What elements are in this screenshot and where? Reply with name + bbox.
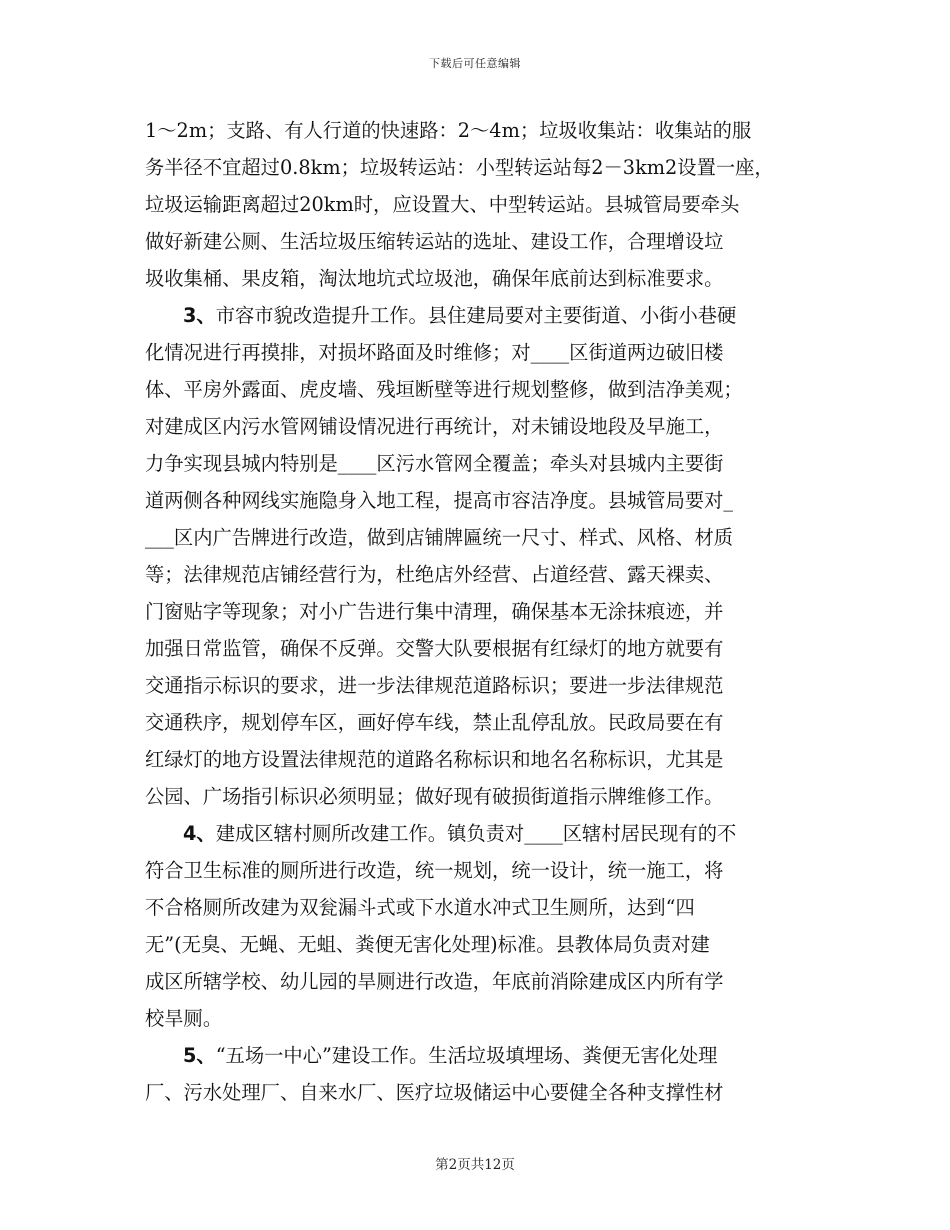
body-line: 门窗贴字等现象；对小广告进行集中清理，确保基本无涂抹痕迹，并 [145,600,724,623]
body-line: 加强日常监管，确保不反弹。交警大队要根据有红绿灯的地方就要有 [145,637,724,660]
body-line: 化情况进行再摸排，对损坏路面及时维修；对____区街道两边破旧楼 [145,341,724,364]
page-footer-page-number: 第2页共12页 [435,1157,515,1173]
body-line: 红绿灯的地方设置法律规范的道路名称标识和地名名称标识，尤其是 [145,748,724,771]
body-line: 做好新建公厕、生活垃圾压缩转运站的选址、建设工作，合理增设垃 [145,230,724,253]
section-4-first-line [145,815,813,852]
body-line: 符合卫生标准的厕所进行改造，统一规划，统一设计，统一施工，将 [145,859,724,882]
body-line: 成区所辖学校、幼儿园的旱厕进行改造，年底前消除建成区内所有学 [145,970,724,993]
body-line: 圾收集桶、果皮箱，淘汰地坑式垃圾池，确保年底前达到标准要求。 [145,267,724,290]
body-line-text: 市容市貌改造提升工作。县住建局要对主要街道、小街小巷硬 [215,304,737,327]
document-body [145,112,813,1111]
body-line: 无”(无臭、无蝇、无蛆、粪便无害化处理)标准。县教体局负责对建 [145,933,710,956]
body-line: 不合格厕所改建为双瓮漏斗式或下水道水冲式卫生厕所，达到“四 [145,896,695,919]
body-line: 垃圾运输距离超过20km时，应设置大、中型转运站。县城管局要牵头 [145,193,740,216]
page-header-note: 下载后可任意编辑 [429,57,521,70]
body-line-text: “五场一中心”建设工作。生活垃圾填埋场、粪便无害化处理 [215,1044,718,1067]
body-line: 公园、广场指引标识必须明显；做好现有破损街道指示牌维修工作。 [145,785,724,808]
body-line: 交通指示标识的要求，进一步法律规范道路标识；要进一步法律规范 [145,674,724,697]
body-line: 对建成区内污水管网铺设情况进行再统计，对未铺设地段及早施工， [145,415,724,438]
section-number: 4、 [183,822,216,845]
body-line: 等；法律规范店铺经营行为，杜绝店外经营、占道经营、露天裸卖、 [145,563,724,586]
section-3-first-line [145,297,813,334]
section-number: 3、 [183,304,216,327]
body-line: 校旱厕。 [145,1007,223,1030]
section-number: 5、 [183,1044,216,1067]
body-line: ___区内广告牌进行改造，做到店铺牌匾统一尺寸、样式、风格、材质 [145,526,734,549]
body-line: 力争实现县城内特别是____区污水管网全覆盖；牵头对县城内主要街 [145,452,724,475]
body-line: 道两侧各种网线实施隐身入地工程，提高市容洁净度。县城管局要对_ [145,489,734,512]
body-line: 体、平房外露面、虎皮墙、残垣断壁等进行规划整修，做到洁净美观； [145,378,743,401]
body-line-text: 建成区辖村厕所改建工作。镇负责对____区辖村居民现有的不 [215,822,737,845]
body-line: 厂、污水处理厂、自来水厂、医疗垃圾储运中心要健全各种支撑性材 [145,1081,724,1104]
section-5-first-line [145,1037,813,1074]
body-line: 1～2m；支路、有人行道的快速路：2～4m；垃圾收集站：收集站的服 [145,119,752,142]
body-line: 交通秩序，规划停车区，画好停车线，禁止乱停乱放。民政局要在有 [145,711,724,734]
body-line: 务半径不宜超过0.8km；垃圾转运站：小型转运站每2－3km2设置一座， [145,156,774,179]
